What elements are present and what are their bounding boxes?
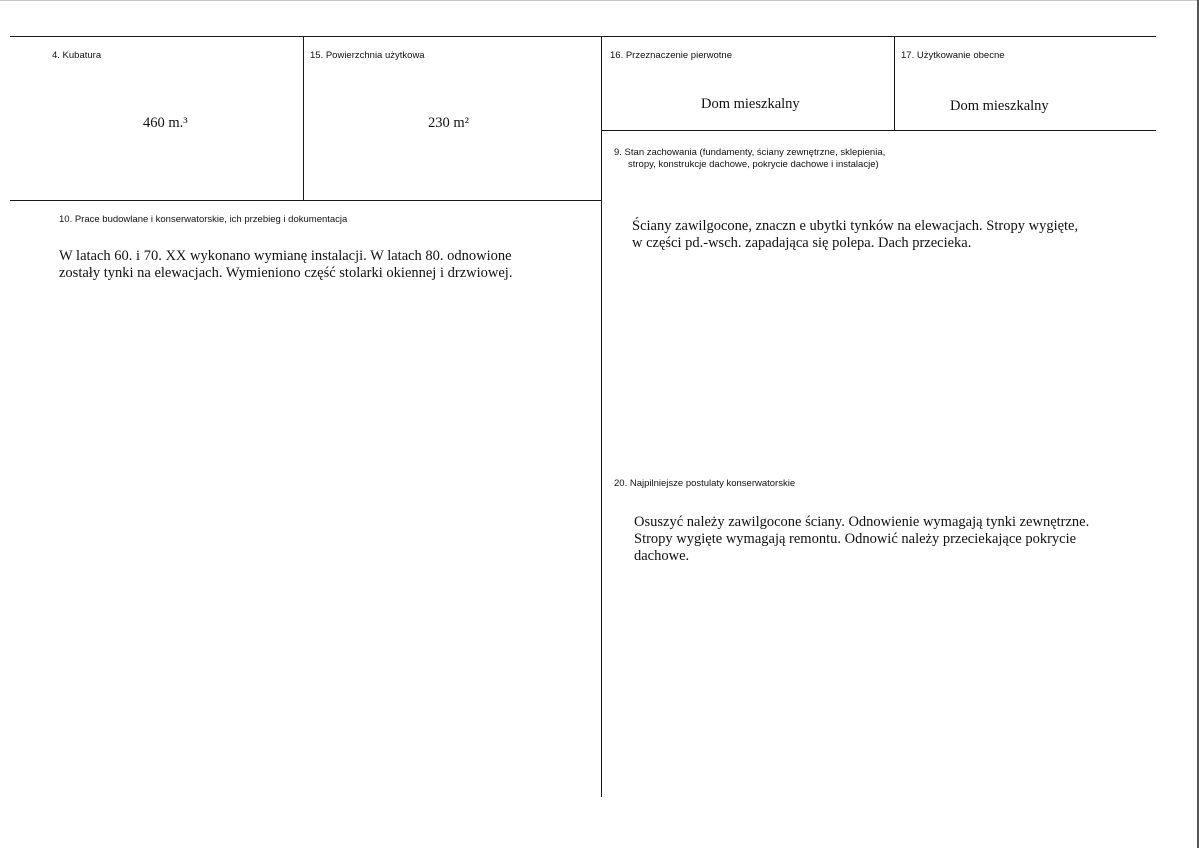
kubatura-label: 4. Kubatura: [52, 50, 102, 61]
divider-under-usage: [601, 130, 1156, 131]
stan-label-line1: 9. Stan zachowania (fundamenty, ściany zewnętrzne, sklepienia,: [614, 147, 886, 158]
uzytkowanie-label: 17. Użytkowanie obecne: [901, 50, 1005, 61]
uzytkowanie-value: Dom mieszkalny: [950, 98, 1049, 114]
postulaty-text-line1: Osuszyć należy zawilgocone ściany. Odnowienie wymagają tynki zewnętrzne.: [634, 514, 1090, 530]
prace-text-line1: W latach 60. i 70. XX wykonano wymianę instalacji. W latach 80. odnowione: [59, 248, 512, 264]
powierzchnia-label: 15. Powierzchnia użytkowa: [310, 50, 425, 61]
prace-label: 10. Prace budowlane i konserwatorskie, ich przebieg i dokumentacja: [59, 214, 348, 225]
prace-text: [59, 248, 565, 282]
postulaty-text-line3: dachowe.: [634, 548, 690, 564]
postulaty-label: 20. Najpilniejsze postulaty konserwatorskie: [614, 478, 796, 489]
divider-uzytkowanie: [894, 36, 895, 130]
divider-center: [601, 36, 602, 797]
postulaty-text-line2: Stropy wygięte wymagają remontu. Odnowić należy przeciekające pokrycie: [634, 531, 1077, 547]
divider-under-kubatura: [10, 200, 601, 201]
stan-text: [632, 218, 1112, 252]
przeznaczenie-label: 16. Przeznaczenie pierwotne: [610, 50, 732, 61]
top-border: [10, 36, 1156, 37]
stan-text-line2: w części pd.-wsch. zapadająca się polepa. Dach przecieka.: [632, 235, 972, 251]
prace-text-line2: zostały tynki na elewacjach. Wymieniono część stolarki okiennej i drzwiowej.: [59, 265, 513, 281]
kubatura-value: 460 m.³: [143, 115, 188, 131]
divider-kubatura: [303, 36, 304, 200]
stan-label-line2: stropy, konstrukcje dachowe, pokrycie dachowe i instalacje): [628, 159, 879, 170]
postulaty-text: [634, 514, 1110, 565]
powierzchnia-value: 230 m²: [428, 115, 470, 131]
stan-text-line1: Ściany zawilgocone, znaczn e ubytki tynków na elewacjach. Stropy wygięte,: [632, 218, 1079, 234]
scan-top-edge: [0, 0, 1199, 1]
przeznaczenie-value: Dom mieszkalny: [701, 96, 800, 112]
